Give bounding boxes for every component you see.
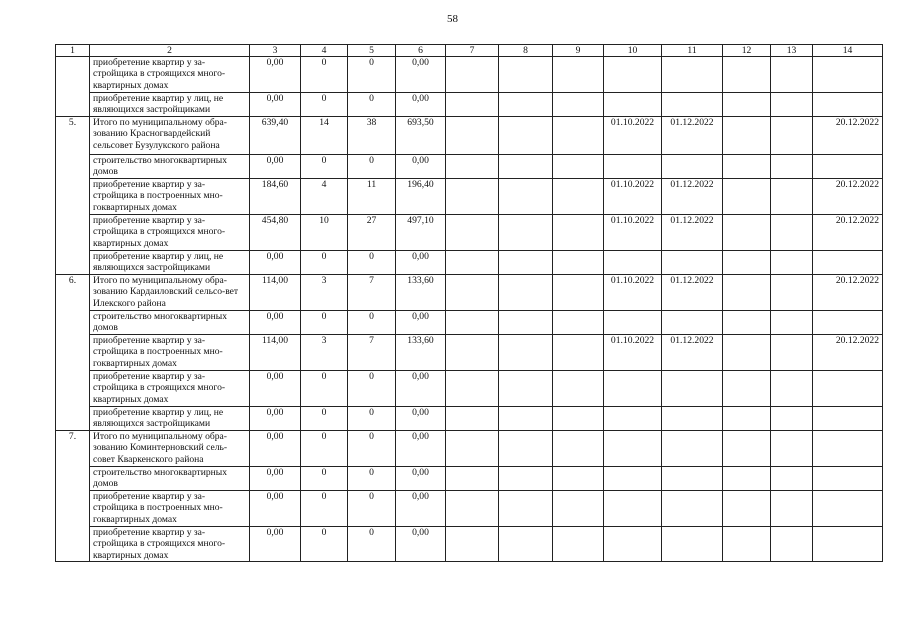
row-number: 5. [56,117,90,275]
cell-col-10: 01.10.2022 [604,179,662,215]
cell-col-10: 01.10.2022 [604,117,662,155]
cell-col-4: 0 [301,311,348,335]
table-row [56,467,883,491]
cell-col-7 [446,311,499,335]
cell-col-7 [446,179,499,215]
cell-col-13 [771,407,813,431]
cell-col-7 [446,467,499,491]
cell-col-6: 196,40 [396,179,446,215]
cell-col-10 [604,467,662,491]
row-label: приобретение квартир у лиц, не являющихся застройщиками [90,407,250,431]
column-header: 9 [553,45,604,57]
cell-col-6: 0,00 [396,467,446,491]
table-row [56,215,883,251]
cell-col-11 [662,57,723,93]
column-header: 4 [301,45,348,57]
row-label: приобретение квартир у за-стройщика в строящихся много-квартирных домах [90,215,250,251]
column-header: 7 [446,45,499,57]
cell-col-13 [771,251,813,275]
cell-col-11: 01.12.2022 [662,335,723,371]
cell-col-6: 0,00 [396,371,446,407]
cell-col-10: 01.10.2022 [604,215,662,251]
cell-col-5: 0 [348,527,396,562]
cell-col-14: 20.12.2022 [813,215,883,251]
cell-col-9 [553,371,604,407]
cell-col-14: 20.12.2022 [813,117,883,155]
cell-col-8 [499,431,553,467]
cell-col-10 [604,251,662,275]
table-row [56,371,883,407]
row-label: строительство многоквартирных домов [90,311,250,335]
cell-col-4: 0 [301,467,348,491]
cell-col-10 [604,527,662,562]
row-label: приобретение квартир у за-стройщика в построенных мно-гоквартирных домах [90,491,250,527]
table-row [56,179,883,215]
cell-col-5: 0 [348,371,396,407]
cell-col-6: 0,00 [396,57,446,93]
cell-col-5: 0 [348,407,396,431]
cell-col-8 [499,215,553,251]
row-label: приобретение квартир у за-стройщика в строящихся много-квартирных домах [90,371,250,407]
cell-col-11 [662,93,723,117]
cell-col-10: 01.10.2022 [604,275,662,311]
cell-col-14 [813,491,883,527]
cell-col-6: 0,00 [396,155,446,179]
cell-col-5: 0 [348,251,396,275]
cell-col-14 [813,371,883,407]
table-row [56,155,883,179]
cell-col-7 [446,155,499,179]
cell-col-4: 10 [301,215,348,251]
cell-col-8 [499,179,553,215]
cell-col-3: 0,00 [250,467,301,491]
cell-col-5: 11 [348,179,396,215]
cell-col-7 [446,407,499,431]
cell-col-5: 0 [348,467,396,491]
cell-col-9 [553,93,604,117]
cell-col-5: 7 [348,275,396,311]
cell-col-5: 0 [348,311,396,335]
cell-col-8 [499,311,553,335]
cell-col-7 [446,335,499,371]
cell-col-5: 0 [348,491,396,527]
row-label: Итого по муниципальному обра-зованию Коминтерновский сель-совет Кваркенского района [90,431,250,467]
cell-col-3: 0,00 [250,93,301,117]
cell-col-7 [446,371,499,407]
cell-col-6: 0,00 [396,431,446,467]
column-header: 10 [604,45,662,57]
cell-col-12 [723,371,771,407]
cell-col-12 [723,215,771,251]
cell-col-11: 01.12.2022 [662,215,723,251]
cell-col-13 [771,431,813,467]
cell-col-12 [723,57,771,93]
cell-col-11 [662,407,723,431]
cell-col-9 [553,57,604,93]
cell-col-5: 38 [348,117,396,155]
cell-col-4: 14 [301,117,348,155]
cell-col-9 [553,467,604,491]
row-label: приобретение квартир у за-стройщика в строящихся много-квартирных домах [90,57,250,93]
column-header: 12 [723,45,771,57]
cell-col-13 [771,335,813,371]
table-row [56,407,883,431]
cell-col-10 [604,491,662,527]
cell-col-8 [499,275,553,311]
cell-col-3: 184,60 [250,179,301,215]
cell-col-12 [723,467,771,491]
cell-col-10 [604,311,662,335]
column-header: 1 [56,45,90,57]
cell-col-4: 0 [301,251,348,275]
cell-col-6: 0,00 [396,93,446,117]
row-label: приобретение квартир у за-стройщика в построенных мно-гоквартирных домах [90,335,250,371]
column-number-row [56,45,883,57]
row-label: строительство многоквартирных домов [90,467,250,491]
cell-col-14 [813,251,883,275]
cell-col-6: 497,10 [396,215,446,251]
cell-col-13 [771,117,813,155]
page-number: 58 [447,13,458,25]
cell-col-11 [662,155,723,179]
cell-col-11 [662,527,723,562]
cell-col-3: 0,00 [250,371,301,407]
cell-col-7 [446,57,499,93]
cell-col-3: 0,00 [250,155,301,179]
cell-col-13 [771,275,813,311]
cell-col-7 [446,215,499,251]
cell-col-12 [723,527,771,562]
cell-col-9 [553,335,604,371]
row-number: 7. [56,431,90,562]
table-row [56,431,883,467]
cell-col-14 [813,155,883,179]
cell-col-14: 20.12.2022 [813,179,883,215]
cell-col-11 [662,371,723,407]
cell-col-6: 0,00 [396,251,446,275]
cell-col-14 [813,467,883,491]
column-header: 5 [348,45,396,57]
cell-col-6: 133,60 [396,335,446,371]
cell-col-13 [771,57,813,93]
row-label: приобретение квартир у за-стройщика в построенных мно-гоквартирных домах [90,179,250,215]
cell-col-11 [662,491,723,527]
cell-col-14: 20.12.2022 [813,275,883,311]
cell-col-8 [499,93,553,117]
cell-col-6: 0,00 [396,491,446,527]
cell-col-13 [771,155,813,179]
table-row [56,491,883,527]
cell-col-5: 7 [348,335,396,371]
cell-col-14 [813,407,883,431]
cell-col-8 [499,527,553,562]
cell-col-12 [723,155,771,179]
cell-col-10 [604,57,662,93]
cell-col-11 [662,431,723,467]
cell-col-7 [446,491,499,527]
cell-col-3: 0,00 [250,311,301,335]
cell-col-4: 3 [301,335,348,371]
cell-col-12 [723,117,771,155]
cell-col-4: 0 [301,431,348,467]
cell-col-3: 0,00 [250,407,301,431]
cell-col-12 [723,179,771,215]
cell-col-5: 0 [348,431,396,467]
cell-col-13 [771,527,813,562]
cell-col-8 [499,57,553,93]
cell-col-13 [771,93,813,117]
cell-col-3: 0,00 [250,251,301,275]
row-number: 6. [56,275,90,431]
cell-col-10: 01.10.2022 [604,335,662,371]
column-header: 14 [813,45,883,57]
row-label: строительство многоквартирных домов [90,155,250,179]
cell-col-12 [723,93,771,117]
cell-col-12 [723,491,771,527]
cell-col-10 [604,93,662,117]
cell-col-8 [499,117,553,155]
cell-col-3: 0,00 [250,527,301,562]
cell-col-9 [553,251,604,275]
cell-col-13 [771,215,813,251]
column-header: 6 [396,45,446,57]
table-row [56,275,883,311]
cell-col-12 [723,407,771,431]
cell-col-7 [446,431,499,467]
cell-col-12 [723,335,771,371]
row-label: приобретение квартир у за-стройщика в строящихся много-квартирных домах [90,527,250,562]
cell-col-3: 114,00 [250,275,301,311]
table-row [56,311,883,335]
cell-col-5: 0 [348,155,396,179]
cell-col-13 [771,371,813,407]
cell-col-9 [553,215,604,251]
cell-col-4: 0 [301,527,348,562]
table-row [56,93,883,117]
cell-col-11: 01.12.2022 [662,275,723,311]
cell-col-4: 0 [301,57,348,93]
table-row [56,335,883,371]
cell-col-3: 0,00 [250,431,301,467]
cell-col-14 [813,431,883,467]
cell-col-9 [553,155,604,179]
table-row [56,527,883,562]
table-row [56,57,883,93]
cell-col-14 [813,527,883,562]
cell-col-10 [604,407,662,431]
table-row [56,117,883,155]
cell-col-4: 0 [301,371,348,407]
cell-col-5: 27 [348,215,396,251]
cell-col-8 [499,251,553,275]
cell-col-4: 0 [301,93,348,117]
cell-col-6: 0,00 [396,527,446,562]
cell-col-12 [723,431,771,467]
cell-col-3: 639,40 [250,117,301,155]
row-label: Итого по муниципальному обра-зованию Кардаиловский сельсо-вет Илекского района [90,275,250,311]
cell-col-10 [604,431,662,467]
cell-col-7 [446,117,499,155]
cell-col-7 [446,251,499,275]
cell-col-3: 0,00 [250,491,301,527]
cell-col-14 [813,93,883,117]
cell-col-8 [499,155,553,179]
cell-col-10 [604,155,662,179]
row-label: приобретение квартир у лиц, не являющихся застройщиками [90,93,250,117]
cell-col-9 [553,431,604,467]
column-header: 2 [90,45,250,57]
cell-col-13 [771,179,813,215]
cell-col-13 [771,467,813,491]
cell-col-9 [553,275,604,311]
column-header: 13 [771,45,813,57]
cell-col-6: 133,60 [396,275,446,311]
cell-col-14 [813,311,883,335]
cell-col-11: 01.12.2022 [662,179,723,215]
cell-col-13 [771,311,813,335]
cell-col-6: 0,00 [396,311,446,335]
row-label: приобретение квартир у лиц, не являющихся застройщиками [90,251,250,275]
cell-col-6: 0,00 [396,407,446,431]
cell-col-14: 20.12.2022 [813,335,883,371]
cell-col-13 [771,491,813,527]
cell-col-10 [604,371,662,407]
cell-col-11: 01.12.2022 [662,117,723,155]
cell-col-12 [723,311,771,335]
cell-col-9 [553,311,604,335]
cell-col-9 [553,527,604,562]
cell-col-7 [446,527,499,562]
cell-col-6: 693,50 [396,117,446,155]
row-label: Итого по муниципальному обра-зованию Красногвардейский сельсовет Бузулукского района [90,117,250,155]
cell-col-11 [662,311,723,335]
cell-col-3: 454,80 [250,215,301,251]
cell-col-8 [499,467,553,491]
cell-col-8 [499,371,553,407]
column-header: 8 [499,45,553,57]
cell-col-11 [662,251,723,275]
row-number [56,57,90,117]
cell-col-12 [723,275,771,311]
table-row [56,251,883,275]
cell-col-9 [553,117,604,155]
cell-col-3: 0,00 [250,57,301,93]
cell-col-7 [446,275,499,311]
cell-col-4: 4 [301,179,348,215]
cell-col-8 [499,407,553,431]
cell-col-4: 0 [301,491,348,527]
cell-col-11 [662,467,723,491]
cell-col-4: 0 [301,407,348,431]
cell-col-9 [553,179,604,215]
cell-col-3: 114,00 [250,335,301,371]
cell-col-8 [499,335,553,371]
cell-col-8 [499,491,553,527]
cell-col-12 [723,251,771,275]
cell-col-7 [446,93,499,117]
cell-col-4: 3 [301,275,348,311]
column-header: 11 [662,45,723,57]
cell-col-14 [813,57,883,93]
cell-col-9 [553,491,604,527]
cell-col-4: 0 [301,155,348,179]
cell-col-9 [553,407,604,431]
data-table [55,44,883,562]
cell-col-5: 0 [348,93,396,117]
column-header: 3 [250,45,301,57]
cell-col-5: 0 [348,57,396,93]
